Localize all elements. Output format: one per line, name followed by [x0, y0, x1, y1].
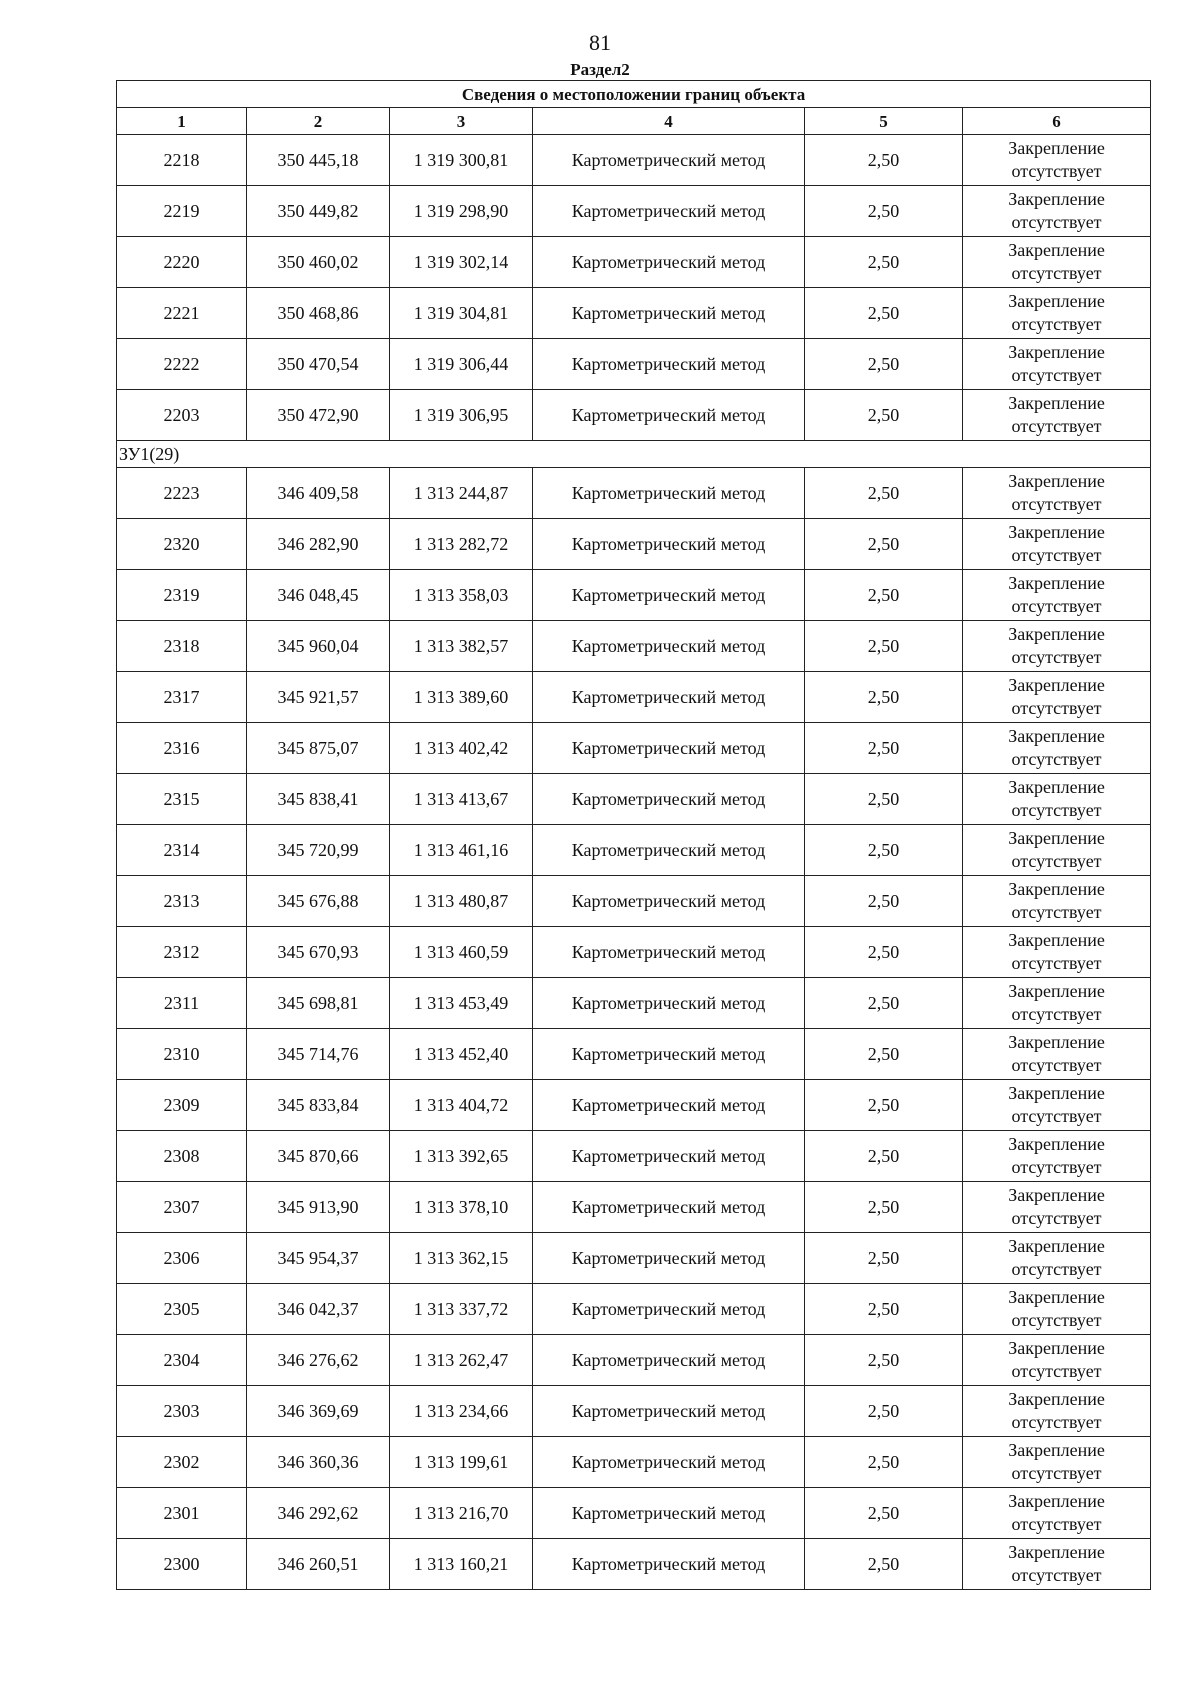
y-coordinate-cell: 1 313 460,59 [390, 927, 533, 978]
point-number-cell: 2316 [117, 723, 247, 774]
fixing-line-2: отсутствует [1011, 698, 1102, 718]
fixing-line-2: отсутствует [1011, 314, 1102, 334]
method-cell: Картометрический метод [533, 570, 805, 621]
x-coordinate-cell: 345 870,66 [247, 1131, 390, 1182]
fixing-line-2: отсутствует [1011, 1361, 1102, 1381]
x-coordinate-cell: 346 369,69 [247, 1386, 390, 1437]
point-number-cell: 2319 [117, 570, 247, 621]
fixing-line-1: Закрепление [1008, 342, 1105, 362]
fixing-cell [963, 1488, 1151, 1539]
fixing-cell [963, 519, 1151, 570]
column-header: 6 [963, 108, 1151, 135]
fixing-line-2: отсутствует [1011, 596, 1102, 616]
fixing-cell [963, 1437, 1151, 1488]
fixing-cell [963, 621, 1151, 672]
fixing-cell [963, 1233, 1151, 1284]
fixing-cell [963, 723, 1151, 774]
fixing-cell [963, 1080, 1151, 1131]
point-number-cell: 2300 [117, 1539, 247, 1590]
fixing-cell [963, 1284, 1151, 1335]
method-cell: Картометрический метод [533, 1437, 805, 1488]
table-row [117, 288, 1151, 339]
point-number-cell: 2317 [117, 672, 247, 723]
table-row [117, 774, 1151, 825]
fixing-cell [963, 1131, 1151, 1182]
fixing-line-2: отсутствует [1011, 1157, 1102, 1177]
column-header: 1 [117, 108, 247, 135]
x-coordinate-cell: 345 838,41 [247, 774, 390, 825]
accuracy-cell: 2,50 [805, 390, 963, 441]
accuracy-cell: 2,50 [805, 1131, 963, 1182]
point-number-cell: 2312 [117, 927, 247, 978]
accuracy-cell: 2,50 [805, 1488, 963, 1539]
point-number-cell: 2318 [117, 621, 247, 672]
accuracy-cell: 2,50 [805, 621, 963, 672]
x-coordinate-cell: 346 292,62 [247, 1488, 390, 1539]
table-row [117, 1386, 1151, 1437]
accuracy-cell: 2,50 [805, 237, 963, 288]
point-number-cell: 2223 [117, 468, 247, 519]
x-coordinate-cell: 345 714,76 [247, 1029, 390, 1080]
table-row [117, 876, 1151, 927]
fixing-line-1: Закрепление [1008, 1287, 1105, 1307]
fixing-line-1: Закрепление [1008, 726, 1105, 746]
table-row [117, 570, 1151, 621]
fixing-line-1: Закрепление [1008, 828, 1105, 848]
x-coordinate-cell: 346 282,90 [247, 519, 390, 570]
method-cell: Картометрический метод [533, 774, 805, 825]
table-row [117, 1488, 1151, 1539]
fixing-line-1: Закрепление [1008, 1389, 1105, 1409]
method-cell: Картометрический метод [533, 288, 805, 339]
method-cell: Картометрический метод [533, 237, 805, 288]
y-coordinate-cell: 1 313 199,61 [390, 1437, 533, 1488]
point-number-cell: 2222 [117, 339, 247, 390]
fixing-cell [963, 135, 1151, 186]
accuracy-cell: 2,50 [805, 876, 963, 927]
method-cell: Картометрический метод [533, 1386, 805, 1437]
fixing-line-1: Закрепление [1008, 930, 1105, 950]
point-number-cell: 2306 [117, 1233, 247, 1284]
fixing-cell [963, 288, 1151, 339]
fixing-line-1: Закрепление [1008, 1083, 1105, 1103]
section-title: Раздел2 [570, 60, 630, 79]
method-cell: Картометрический метод [533, 186, 805, 237]
accuracy-cell: 2,50 [805, 978, 963, 1029]
method-cell: Картометрический метод [533, 1539, 805, 1590]
fixing-line-1: Закрепление [1008, 624, 1105, 644]
fixing-line-2: отсутствует [1011, 212, 1102, 232]
column-header-row [117, 108, 1151, 135]
fixing-line-2: отсутствует [1011, 161, 1102, 181]
accuracy-cell: 2,50 [805, 1386, 963, 1437]
accuracy-cell: 2,50 [805, 519, 963, 570]
fixing-line-1: Закрепление [1008, 1491, 1105, 1511]
fixing-line-1: Закрепление [1008, 879, 1105, 899]
y-coordinate-cell: 1 319 306,44 [390, 339, 533, 390]
y-coordinate-cell: 1 313 404,72 [390, 1080, 533, 1131]
fixing-cell [963, 1029, 1151, 1080]
fixing-line-2: отсутствует [1011, 1412, 1102, 1432]
method-cell: Картометрический метод [533, 1335, 805, 1386]
point-number-cell: 2203 [117, 390, 247, 441]
point-number-cell: 2301 [117, 1488, 247, 1539]
point-number-cell: 2309 [117, 1080, 247, 1131]
fixing-line-2: отсутствует [1011, 1463, 1102, 1483]
fixing-cell [963, 186, 1151, 237]
y-coordinate-cell: 1 313 378,10 [390, 1182, 533, 1233]
point-number-cell: 2218 [117, 135, 247, 186]
table-row [117, 1539, 1151, 1590]
x-coordinate-cell: 346 360,36 [247, 1437, 390, 1488]
method-cell: Картометрический метод [533, 339, 805, 390]
x-coordinate-cell: 350 470,54 [247, 339, 390, 390]
method-cell: Картометрический метод [533, 1488, 805, 1539]
boundary-table [116, 80, 1151, 1590]
fixing-cell [963, 339, 1151, 390]
fixing-line-2: отсутствует [1011, 902, 1102, 922]
fixing-cell [963, 672, 1151, 723]
table-row [117, 672, 1151, 723]
column-header: 4 [533, 108, 805, 135]
table-row [117, 468, 1151, 519]
x-coordinate-cell: 346 409,58 [247, 468, 390, 519]
table-row [117, 1131, 1151, 1182]
method-cell: Картометрический метод [533, 927, 805, 978]
fixing-line-2: отсутствует [1011, 416, 1102, 436]
fixing-cell [963, 876, 1151, 927]
column-header: 2 [247, 108, 390, 135]
fixing-line-2: отсутствует [1011, 851, 1102, 871]
table-row [117, 1284, 1151, 1335]
accuracy-cell: 2,50 [805, 135, 963, 186]
fixing-line-2: отсутствует [1011, 800, 1102, 820]
x-coordinate-cell: 345 698,81 [247, 978, 390, 1029]
table-row [117, 1080, 1151, 1131]
y-coordinate-cell: 1 313 282,72 [390, 519, 533, 570]
fixing-line-2: отсутствует [1011, 365, 1102, 385]
y-coordinate-cell: 1 319 304,81 [390, 288, 533, 339]
fixing-cell [963, 468, 1151, 519]
fixing-line-1: Закрепление [1008, 981, 1105, 1001]
table-row [117, 1029, 1151, 1080]
fixing-line-1: Закрепление [1008, 777, 1105, 797]
fixing-line-2: отсутствует [1011, 749, 1102, 769]
point-number-cell: 2219 [117, 186, 247, 237]
point-number-cell: 2311 [117, 978, 247, 1029]
table-row [117, 723, 1151, 774]
fixing-line-1: Закрепление [1008, 240, 1105, 260]
accuracy-cell: 2,50 [805, 672, 963, 723]
x-coordinate-cell: 350 460,02 [247, 237, 390, 288]
fixing-cell [963, 978, 1151, 1029]
group-label: ЗУ1(29) [117, 441, 1151, 468]
point-number-cell: 2310 [117, 1029, 247, 1080]
y-coordinate-cell: 1 313 160,21 [390, 1539, 533, 1590]
table-title-row [117, 81, 1151, 108]
point-number-cell: 2220 [117, 237, 247, 288]
fixing-cell [963, 1386, 1151, 1437]
method-cell: Картометрический метод [533, 135, 805, 186]
fixing-line-1: Закрепление [1008, 522, 1105, 542]
method-cell: Картометрический метод [533, 1080, 805, 1131]
fixing-line-2: отсутствует [1011, 1310, 1102, 1330]
y-coordinate-cell: 1 313 389,60 [390, 672, 533, 723]
x-coordinate-cell: 350 472,90 [247, 390, 390, 441]
point-number-cell: 2320 [117, 519, 247, 570]
y-coordinate-cell: 1 313 413,67 [390, 774, 533, 825]
table-row [117, 186, 1151, 237]
accuracy-cell: 2,50 [805, 570, 963, 621]
method-cell: Картометрический метод [533, 390, 805, 441]
x-coordinate-cell: 345 720,99 [247, 825, 390, 876]
accuracy-cell: 2,50 [805, 288, 963, 339]
y-coordinate-cell: 1 319 298,90 [390, 186, 533, 237]
point-number-cell: 2313 [117, 876, 247, 927]
fixing-line-1: Закрепление [1008, 1134, 1105, 1154]
y-coordinate-cell: 1 313 244,87 [390, 468, 533, 519]
point-number-cell: 2221 [117, 288, 247, 339]
x-coordinate-cell: 350 468,86 [247, 288, 390, 339]
accuracy-cell: 2,50 [805, 186, 963, 237]
fixing-cell [963, 570, 1151, 621]
fixing-line-2: отсутствует [1011, 1565, 1102, 1585]
method-cell: Картометрический метод [533, 1131, 805, 1182]
y-coordinate-cell: 1 313 234,66 [390, 1386, 533, 1437]
table-row [117, 390, 1151, 441]
y-coordinate-cell: 1 313 337,72 [390, 1284, 533, 1335]
fixing-line-2: отсутствует [1011, 1208, 1102, 1228]
method-cell: Картометрический метод [533, 825, 805, 876]
point-number-cell: 2304 [117, 1335, 247, 1386]
point-number-cell: 2308 [117, 1131, 247, 1182]
y-coordinate-cell: 1 313 262,47 [390, 1335, 533, 1386]
accuracy-cell: 2,50 [805, 1437, 963, 1488]
fixing-cell [963, 237, 1151, 288]
fixing-cell [963, 774, 1151, 825]
fixing-line-1: Закрепление [1008, 1236, 1105, 1256]
fixing-cell [963, 825, 1151, 876]
point-number-cell: 2307 [117, 1182, 247, 1233]
accuracy-cell: 2,50 [805, 339, 963, 390]
fixing-cell [963, 1335, 1151, 1386]
point-number-cell: 2302 [117, 1437, 247, 1488]
method-cell: Картометрический метод [533, 723, 805, 774]
method-cell: Картометрический метод [533, 1182, 805, 1233]
fixing-line-1: Закрепление [1008, 1032, 1105, 1052]
point-number-cell: 2305 [117, 1284, 247, 1335]
y-coordinate-cell: 1 313 461,16 [390, 825, 533, 876]
method-cell: Картометрический метод [533, 1029, 805, 1080]
point-number-cell: 2303 [117, 1386, 247, 1437]
table-row [117, 825, 1151, 876]
fixing-line-1: Закрепление [1008, 1440, 1105, 1460]
table-row [117, 1182, 1151, 1233]
x-coordinate-cell: 345 921,57 [247, 672, 390, 723]
y-coordinate-cell: 1 319 306,95 [390, 390, 533, 441]
x-coordinate-cell: 345 676,88 [247, 876, 390, 927]
y-coordinate-cell: 1 313 216,70 [390, 1488, 533, 1539]
fixing-line-1: Закрепление [1008, 1338, 1105, 1358]
point-number-cell: 2315 [117, 774, 247, 825]
column-header: 3 [390, 108, 533, 135]
fixing-line-2: отсутствует [1011, 263, 1102, 283]
fixing-line-2: отсутствует [1011, 953, 1102, 973]
accuracy-cell: 2,50 [805, 774, 963, 825]
accuracy-cell: 2,50 [805, 1539, 963, 1590]
x-coordinate-cell: 345 913,90 [247, 1182, 390, 1233]
fixing-line-1: Закрепление [1008, 675, 1105, 695]
fixing-line-1: Закрепление [1008, 393, 1105, 413]
method-cell: Картометрический метод [533, 621, 805, 672]
accuracy-cell: 2,50 [805, 1029, 963, 1080]
column-header: 5 [805, 108, 963, 135]
point-number-cell: 2314 [117, 825, 247, 876]
x-coordinate-cell: 346 042,37 [247, 1284, 390, 1335]
x-coordinate-cell: 345 875,07 [247, 723, 390, 774]
table-row [117, 339, 1151, 390]
y-coordinate-cell: 1 313 382,57 [390, 621, 533, 672]
y-coordinate-cell: 1 313 452,40 [390, 1029, 533, 1080]
accuracy-cell: 2,50 [805, 1335, 963, 1386]
method-cell: Картометрический метод [533, 519, 805, 570]
fixing-line-1: Закрепление [1008, 291, 1105, 311]
x-coordinate-cell: 345 670,93 [247, 927, 390, 978]
table-row [117, 621, 1151, 672]
fixing-line-2: отсутствует [1011, 1514, 1102, 1534]
table-title: Сведения о местоположении границ объекта [117, 81, 1151, 108]
fixing-line-2: отсутствует [1011, 1106, 1102, 1126]
method-cell: Картометрический метод [533, 1284, 805, 1335]
table-row [117, 1233, 1151, 1284]
accuracy-cell: 2,50 [805, 1284, 963, 1335]
x-coordinate-cell: 346 048,45 [247, 570, 390, 621]
fixing-cell [963, 927, 1151, 978]
fixing-line-1: Закрепление [1008, 573, 1105, 593]
fixing-cell [963, 1182, 1151, 1233]
y-coordinate-cell: 1 313 358,03 [390, 570, 533, 621]
table-row [117, 1437, 1151, 1488]
accuracy-cell: 2,50 [805, 1182, 963, 1233]
table-row [117, 519, 1151, 570]
y-coordinate-cell: 1 313 453,49 [390, 978, 533, 1029]
x-coordinate-cell: 345 954,37 [247, 1233, 390, 1284]
fixing-line-2: отсутствует [1011, 1259, 1102, 1279]
table-row [117, 978, 1151, 1029]
method-cell: Картометрический метод [533, 1233, 805, 1284]
fixing-line-1: Закрепление [1008, 1185, 1105, 1205]
fixing-line-2: отсутствует [1011, 494, 1102, 514]
y-coordinate-cell: 1 313 392,65 [390, 1131, 533, 1182]
x-coordinate-cell: 345 960,04 [247, 621, 390, 672]
y-coordinate-cell: 1 319 300,81 [390, 135, 533, 186]
fixing-line-1: Закрепление [1008, 189, 1105, 209]
fixing-line-2: отсутствует [1011, 1004, 1102, 1024]
method-cell: Картометрический метод [533, 978, 805, 1029]
method-cell: Картометрический метод [533, 876, 805, 927]
accuracy-cell: 2,50 [805, 723, 963, 774]
method-cell: Картометрический метод [533, 468, 805, 519]
x-coordinate-cell: 350 445,18 [247, 135, 390, 186]
y-coordinate-cell: 1 313 362,15 [390, 1233, 533, 1284]
table-row [117, 135, 1151, 186]
accuracy-cell: 2,50 [805, 1233, 963, 1284]
y-coordinate-cell: 1 313 480,87 [390, 876, 533, 927]
accuracy-cell: 2,50 [805, 468, 963, 519]
method-cell: Картометрический метод [533, 672, 805, 723]
fixing-cell [963, 1539, 1151, 1590]
fixing-line-2: отсутствует [1011, 1055, 1102, 1075]
x-coordinate-cell: 346 260,51 [247, 1539, 390, 1590]
table-row [117, 927, 1151, 978]
fixing-line-1: Закрепление [1008, 471, 1105, 491]
page-number: 81 [589, 30, 611, 55]
fixing-line-1: Закрепление [1008, 1542, 1105, 1562]
fixing-cell [963, 390, 1151, 441]
y-coordinate-cell: 1 319 302,14 [390, 237, 533, 288]
x-coordinate-cell: 350 449,82 [247, 186, 390, 237]
table-row [117, 1335, 1151, 1386]
x-coordinate-cell: 346 276,62 [247, 1335, 390, 1386]
group-row [117, 441, 1151, 468]
y-coordinate-cell: 1 313 402,42 [390, 723, 533, 774]
table-row [117, 237, 1151, 288]
accuracy-cell: 2,50 [805, 1080, 963, 1131]
fixing-line-2: отсутствует [1011, 647, 1102, 667]
accuracy-cell: 2,50 [805, 825, 963, 876]
accuracy-cell: 2,50 [805, 927, 963, 978]
x-coordinate-cell: 345 833,84 [247, 1080, 390, 1131]
fixing-line-1: Закрепление [1008, 138, 1105, 158]
fixing-line-2: отсутствует [1011, 545, 1102, 565]
